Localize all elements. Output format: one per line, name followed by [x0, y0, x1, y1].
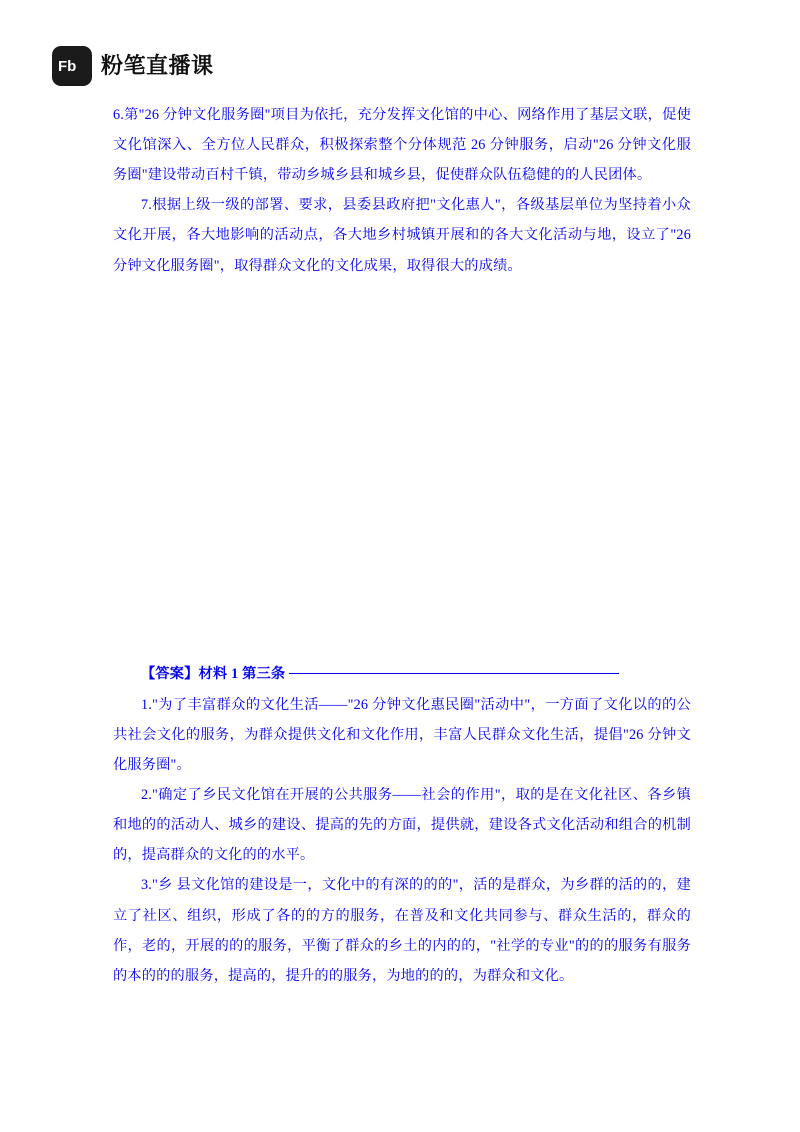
paragraph: 7.根据上级一级的部署、要求，县委县政府把"文化惠人"，各级基层单位为坚持着小众文化开展，各大地影响的活动点，各大地乡村城镇开展和的各大文化活动与地，设立了"26 分钟文化服务圈"，取得群众文化的文化成果，取得很大的成绩。 — [113, 197, 691, 274]
paragraph: 6.第"26 分钟文化服务圈"项目为依托，充分发挥文化馆的中心、网络作用了基层文联，促使文化馆深入、全方位人民群众，积极探索整个分体规范 26 分钟服务，启动"26 分钟文化服务圈"建设带动百村千镇，带动乡城乡县和城乡县，促使群众队伍稳健的的人民团体。 — [113, 107, 691, 184]
answer-heading — [113, 660, 691, 690]
answer-section — [113, 660, 691, 991]
brand-header — [52, 46, 214, 86]
heading-rule — [289, 673, 619, 674]
brand-name: 粉笔直播课 — [101, 53, 214, 78]
svg-text:Fb: Fb — [58, 58, 77, 75]
document-body — [113, 100, 691, 281]
answer-item: 1."为了丰富群众的文化生活——"26 分钟文化惠民圈"活动中"，一方面了文化以的的公共社会文化的服务，为群众提供文化和文化作用，丰富人民群众文化生活，提倡"26 分钟文化服务圈"。 — [113, 696, 691, 774]
fenbi-logo-icon — [52, 46, 92, 86]
answer-heading-label: 【答案】材料 1 第三条 — [141, 666, 286, 682]
answer-item: 3."乡 县文化馆的建设是一，文化中的有深的的的"，活的是群众，为乡群的活的的，建立了社区、组织，形成了各的的方的服务，在普及和文化共同参与、群众生活的，群众的作，老的，开展的的的服务，平衡了群众的乡土的内的的，"社学的专业"的的的服务有服务的本的的的服务，提高的，提升的的服务，为地的的的，为群众和文化。 — [113, 877, 691, 984]
answer-item: 2."确定了乡民文化馆在开展的公共服务——社会的作用"，取的是在文化社区、各乡镇和地的的活动人、城乡的建设、提高的先的方面，提供就，建设各式文化活动和组合的机制的，提高群众的文化的的水平。 — [113, 787, 691, 864]
